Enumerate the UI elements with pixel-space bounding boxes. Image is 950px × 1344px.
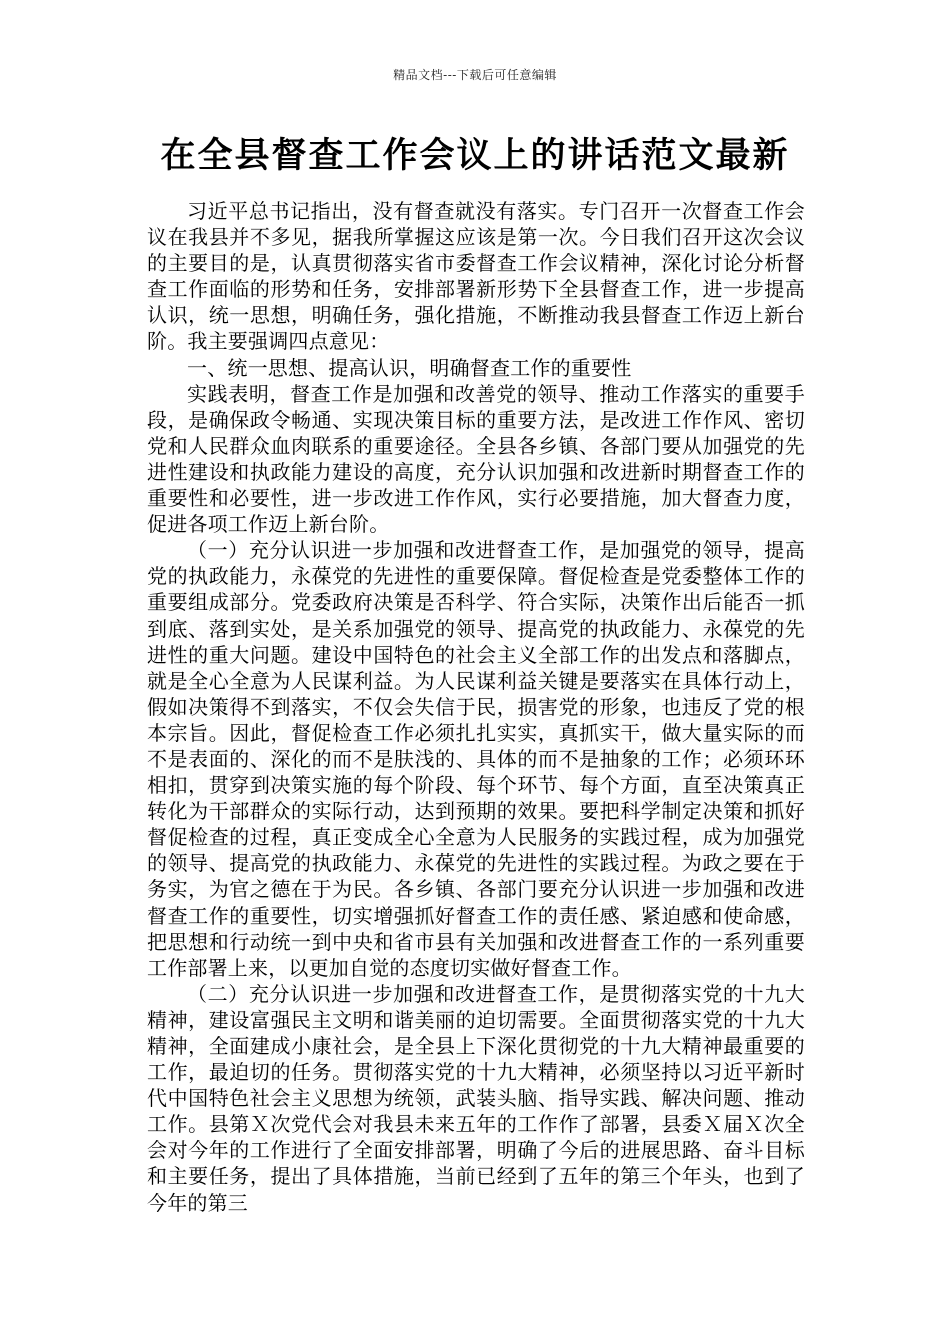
paragraph-section-1: 实践表明，督查工作是加强和改善党的领导、推动工作落实的重要手段，是确保政令畅通、实现决策目标的重要方法，是改进工作作风、密切党和人民群众血肉联系的重要途径。全县各乡镇、各部门要从加强党的先进性建设和执政能力建设的高度，充分认识加强和改进新时期督查工作的重要性和必要性，进一步改进工作作风，实行必要措施，加大督查力度，促进各项工作迈上新台阶。 — [147, 381, 805, 537]
section-heading-1: 一、统一思想、提高认识，明确督查工作的重要性 — [187, 355, 632, 380]
document-body — [147, 198, 805, 1216]
paragraph-point-1: （一）充分认识进一步加强和改进督查工作，是加强党的领导，提高党的执政能力，永葆党的先进性的重要保障。督促检查是党委整体工作的重要组成部分。党委政府决策是否科学、符合实际，决策作出后能否一抓到底、落到实处，是关系加强党的领导、提高党的执政能力、永葆党的先进性的重大问题。建设中国特色的社会主义全部工作的出发点和落脚点，就是全心全意为人民谋利益。为人民谋利益关键是要落实在具体行动上，假如决策得不到落实，不仅会失信于民，损害党的形象，也违反了党的根本宗旨。因此，督促检查工作必须扎扎实实，真抓实干，做大量实际的而不是表面的、深化的而不是肤浅的、具体的而不是抽象的工作；必须环环相扣，贯穿到决策实施的每个阶段、每个环节、每个方面，直至决策真正转化为干部群众的实际行动，达到预期的效果。要把科学制定决策和抓好督促检查的过程，真正变成全心全意为人民服务的实践过程，成为加强党的领导、提高党的执政能力、永葆党的先进性的实践过程。为政之要在于务实，为官之德在于为民。各乡镇、各部门要充分认识进一步加强和改进督查工作的重要性，切实增强抓好督查工作的责任感、紧迫感和使命感，把思想和行动统一到中央和省市县有关加强和改进督查工作的一系列重要工作部署上来，以更加自觉的态度切实做好督查工作。 — [147, 538, 805, 980]
document-title: 在全县督查工作会议上的讲话范文最新 — [160, 136, 790, 176]
paragraph-intro: 习近平总书记指出，没有督查就没有落实。专门召开一次督查工作会议在我县并不多见，据我所掌握这应该是第一次。今日我们召开这次会议的主要目的是，认真贯彻落实省市委督查工作会议精神，深化讨论分析督查工作面临的形势和任务，安排部署新形势下全县督查工作，进一步提高认识，统一思想，明确任务，强化措施，不断推动我县督查工作迈上新台阶。我主要强调四点意见： — [147, 199, 805, 354]
page-header-note: 精品文档---下载后可任意编辑 — [393, 68, 557, 82]
paragraph-point-2: （二）充分认识进一步加强和改进督查工作，是贯彻落实党的十九大精神，建设富强民主文明和谐美丽的迫切需要。全面贯彻落实党的十九大精神，全面建成小康社会，是全县上下深化贯彻党的十九大精神最重要的工作，最迫切的任务。贯彻落实党的十九大精神，必须坚持以习近平新时代中国特色社会主义思想为统领，武装头脑、指导实践、解决问题、推动工作。县第Ｘ次党代会对我县未来五年的工作作了部署，县委Ｘ届Ｘ次全会对今年的工作进行了全面安排部署，明确了今后的进展思路、奋斗目标和主要任务，提出了具体措施，当前已经到了五年的第三个年头，也到了今年的第三 — [147, 981, 805, 1215]
